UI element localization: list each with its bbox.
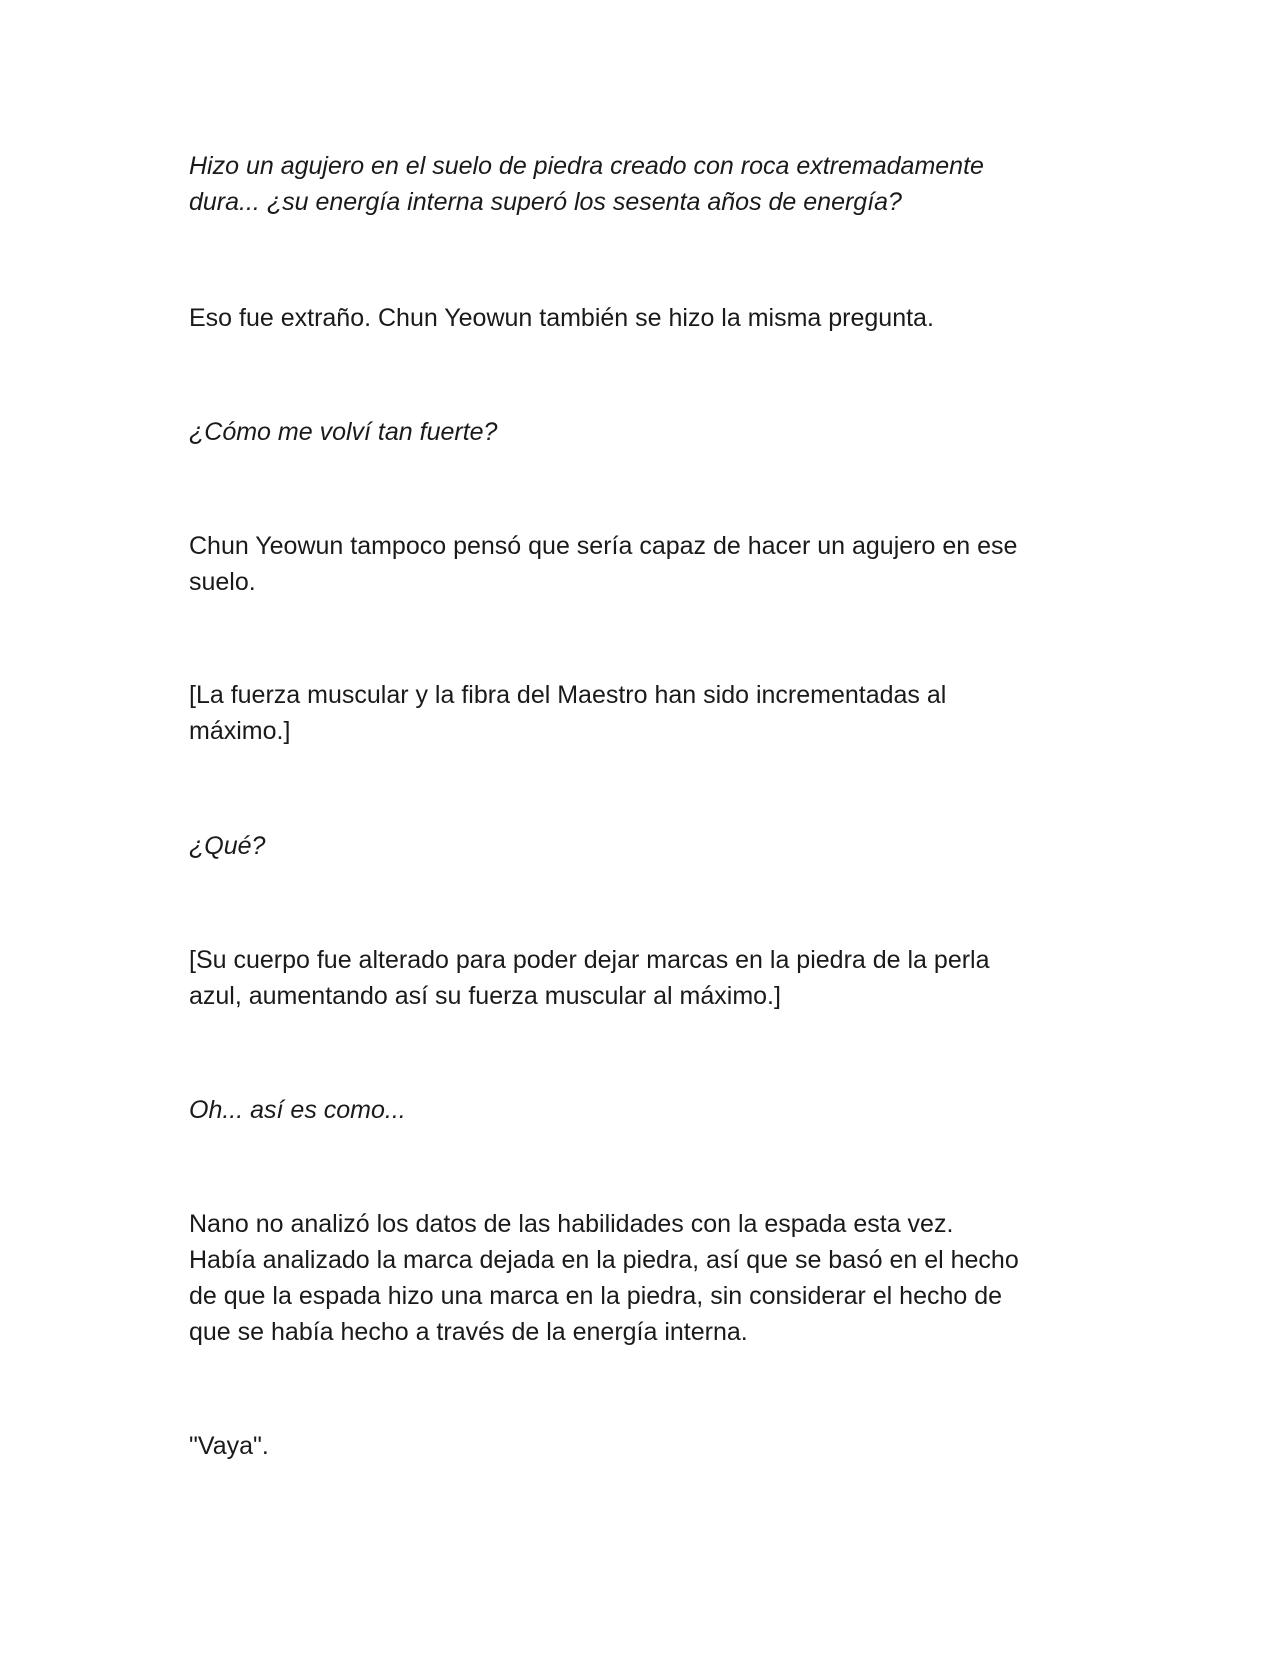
text-line: ¿Qué?: [189, 832, 266, 860]
text-line: dura... ¿su energía interna superó los sesenta años de energía?: [189, 188, 902, 216]
paragraph-dialogue: [189, 1428, 1109, 1464]
text-line: ¿Cómo me volví tan fuerte?: [189, 418, 498, 446]
text-line: Nano no analizó los datos de las habilidades con la espada esta vez.: [189, 1210, 954, 1238]
paragraph-italic-thought: [189, 1092, 1109, 1128]
text-line: de que la espada hizo una marca en la piedra, sin considerar el hecho de: [189, 1282, 1003, 1310]
text-line: Había analizado la marca dejada en la piedra, así que se basó en el hecho: [189, 1246, 1019, 1274]
paragraph-narration: [189, 1206, 1109, 1350]
paragraph-system-message: [189, 942, 1109, 1014]
text-line: [La fuerza muscular y la fibra del Maestro han sido incrementadas al: [189, 681, 947, 709]
paragraph-narration: [189, 300, 1109, 336]
text-line: [Su cuerpo fue alterado para poder dejar marcas en la piedra de la perla: [189, 946, 990, 974]
paragraph-system-message: [189, 677, 1109, 749]
text-line: azul, aumentando así su fuerza muscular al máximo.]: [189, 982, 781, 1010]
paragraph-italic-thought: [189, 828, 1109, 864]
paragraph-italic-thought: [189, 148, 1109, 220]
text-line: "Vaya".: [189, 1432, 269, 1460]
text-line: Oh... así es como...: [189, 1096, 406, 1124]
paragraph-narration: [189, 528, 1109, 600]
text-line: Chun Yeowun tampoco pensó que sería capaz de hacer un agujero en ese: [189, 532, 1018, 560]
text-line: que se había hecho a través de la energía interna.: [189, 1318, 748, 1346]
paragraph-italic-thought: [189, 414, 1109, 450]
text-line: Hizo un agujero en el suelo de piedra creado con roca extremadamente: [189, 152, 984, 180]
text-line: máximo.]: [189, 717, 291, 745]
text-line: Eso fue extraño. Chun Yeowun también se hizo la misma pregunta.: [189, 304, 934, 332]
text-line: suelo.: [189, 568, 256, 596]
